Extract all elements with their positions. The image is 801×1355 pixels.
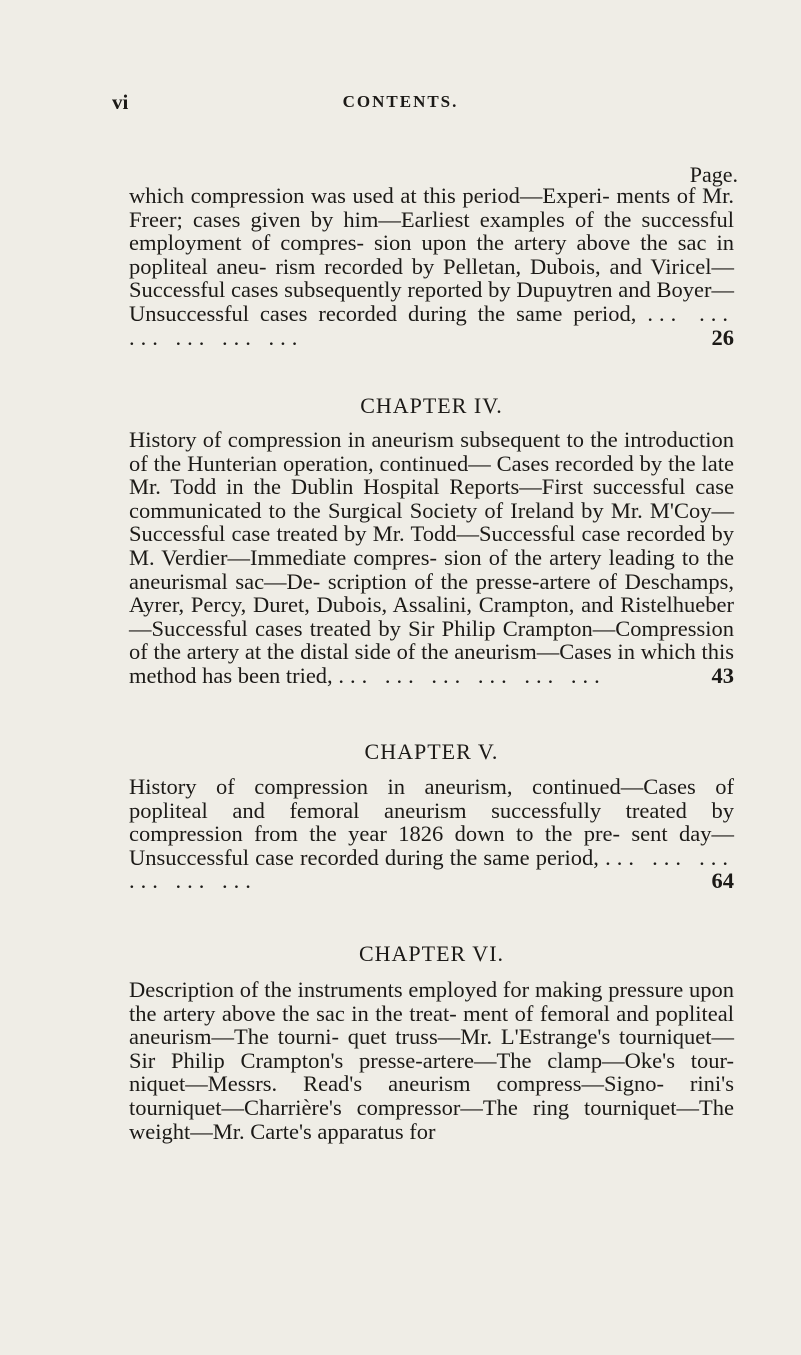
toc-entry-text: Description of the instruments employed for making pressure upon the artery above the sac in the treat- ment of femoral and popliteal aneurism—The tourni- quet truss—Mr. L'Estrange's tourniquet—Sir Philip Crampton's presse-artere—The clamp—Oke's tour- niquet—Messrs. Read's aneurism compress—Signo- rini's tourniquet—Charrière's compressor—The ring tourniquet—The weight—Mr. Carte's apparatus for: [129, 977, 734, 1144]
leader-dots: ... ... ... ... ... ...: [338, 662, 606, 688]
leader-dots: ... ... ... ... ... ...: [129, 844, 735, 894]
toc-entry-chapter-5: [129, 775, 734, 893]
toc-entry-text: which compression was used at this period—Experi- ments of Mr. Freer; cases given by him—Earliest examples of the successful employment of compres- sion upon the artery above the sac in popliteal aneu- rism recorded by Pelletan, Dubois, and Viricel— Successful cases subsequently reported by Dupuytren and Boyer—Unsuccessful cases recorded during the same period,: [129, 183, 734, 326]
chapter-heading-v: CHAPTER V.: [364, 739, 499, 764]
page-number: 26: [711, 324, 734, 350]
leader-dots: ... ... ... ... ... ...: [129, 300, 735, 350]
toc-entry-chapter-6: [129, 978, 734, 1143]
toc-entry-chapter-4: [129, 428, 734, 688]
running-title: CONTENTS.: [342, 92, 459, 111]
chapter-heading-iv: CHAPTER IV.: [360, 393, 503, 418]
page-header: [112, 90, 689, 116]
page-column-label: Page.: [689, 162, 738, 187]
toc-entry-chapter-3-continued: [129, 184, 734, 349]
page-number: 43: [711, 662, 734, 688]
page-folio: vi: [112, 90, 129, 114]
toc-entry-text: History of compression in aneurism, continued—Cases of popliteal and femoral aneurism successfully treated by compression from the year 1826 down to the pre- sent day—Unsuccessful case recorded during the same period,: [129, 774, 734, 870]
toc-entry-text: History of compression in aneurism subsequent to the introduction of the Hunterian operation, continued— Cases recorded by the late Mr. Todd in the Dublin Hospital Reports—First successful case communicated to the Surgical Society of Ireland by Mr. M'Coy— Successful case treated by Mr. Todd—Successful case recorded by M. Verdier—Immediate compres- sion of the artery leading to the aneurismal sac—De- scription of the presse-artere of Deschamps, Ayrer, Percy, Duret, Dubois, Assalini, Crampton, and Ristelhueber—Successful cases treated by Sir Philip Crampton—Compression of the artery at the distal side of the aneurism—Cases in which this method has been tried,: [129, 427, 734, 688]
page-number: 64: [711, 868, 734, 894]
chapter-heading-vi: CHAPTER VI.: [358, 941, 505, 966]
